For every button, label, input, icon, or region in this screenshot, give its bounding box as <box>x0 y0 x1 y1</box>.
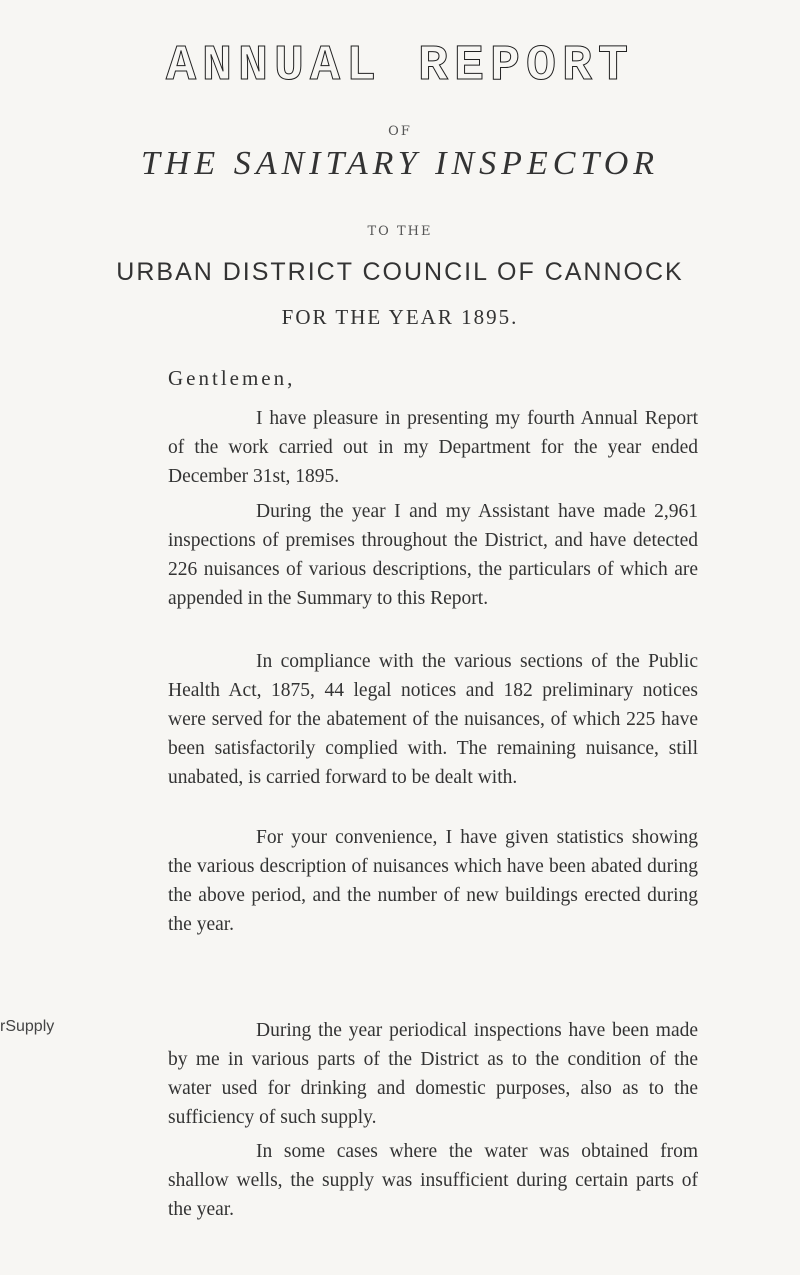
council-name: URBAN DISTRICT COUNCIL OF CANNOCK <box>116 258 684 286</box>
paragraph-water-inspections: During the year periodical inspections have been made by me in various parts of the District as to the condition of the water used for drinking and domestic purposes, also as to the sufficiency of such supply. <box>168 1020 698 1128</box>
paragraph-statistics: For your convenience, I have given statistics showing the various description of nuisances which have been abated during the above period, and the number of new buildings erected during the year. <box>168 827 698 935</box>
report-year: FOR THE YEAR 1895. <box>281 305 519 329</box>
paragraph-intro: I have pleasure in presenting my fourth Annual Report of the work carried out in my Department for the year ended December 31st, 1895. <box>168 408 698 487</box>
paragraph-inspections: During the year I and my Assistant have made 2,961 inspections of premises throughout the District, and have detected 226 nuisances of various descriptions, the particulars of which are appended in the Summary to this Report. <box>168 501 698 609</box>
margin-note-water-supply: rSupply <box>0 1018 55 1035</box>
paragraph-notices: In compliance with the various sections of the Public Health Act, 1875, 44 legal notices and 182 preliminary notices were served for the abatement of the nuisances, of which 225 have been satisfactorily complied with. The remaining nuisance, still unabated, is carried forward to be dealt with. <box>168 651 698 788</box>
report-subtitle: THE SANITARY INSPECTOR <box>140 145 660 182</box>
title-connector-to: TO THE <box>367 224 433 239</box>
title-connector-of: OF <box>388 124 412 139</box>
paragraph-shallow-wells: In some cases where the water was obtained from shallow wells, the supply was insufficient during certain parts of the year. <box>168 1141 698 1220</box>
report-title: ANNUAL REPORT <box>165 38 635 95</box>
salutation: Gentlemen, <box>168 366 296 390</box>
